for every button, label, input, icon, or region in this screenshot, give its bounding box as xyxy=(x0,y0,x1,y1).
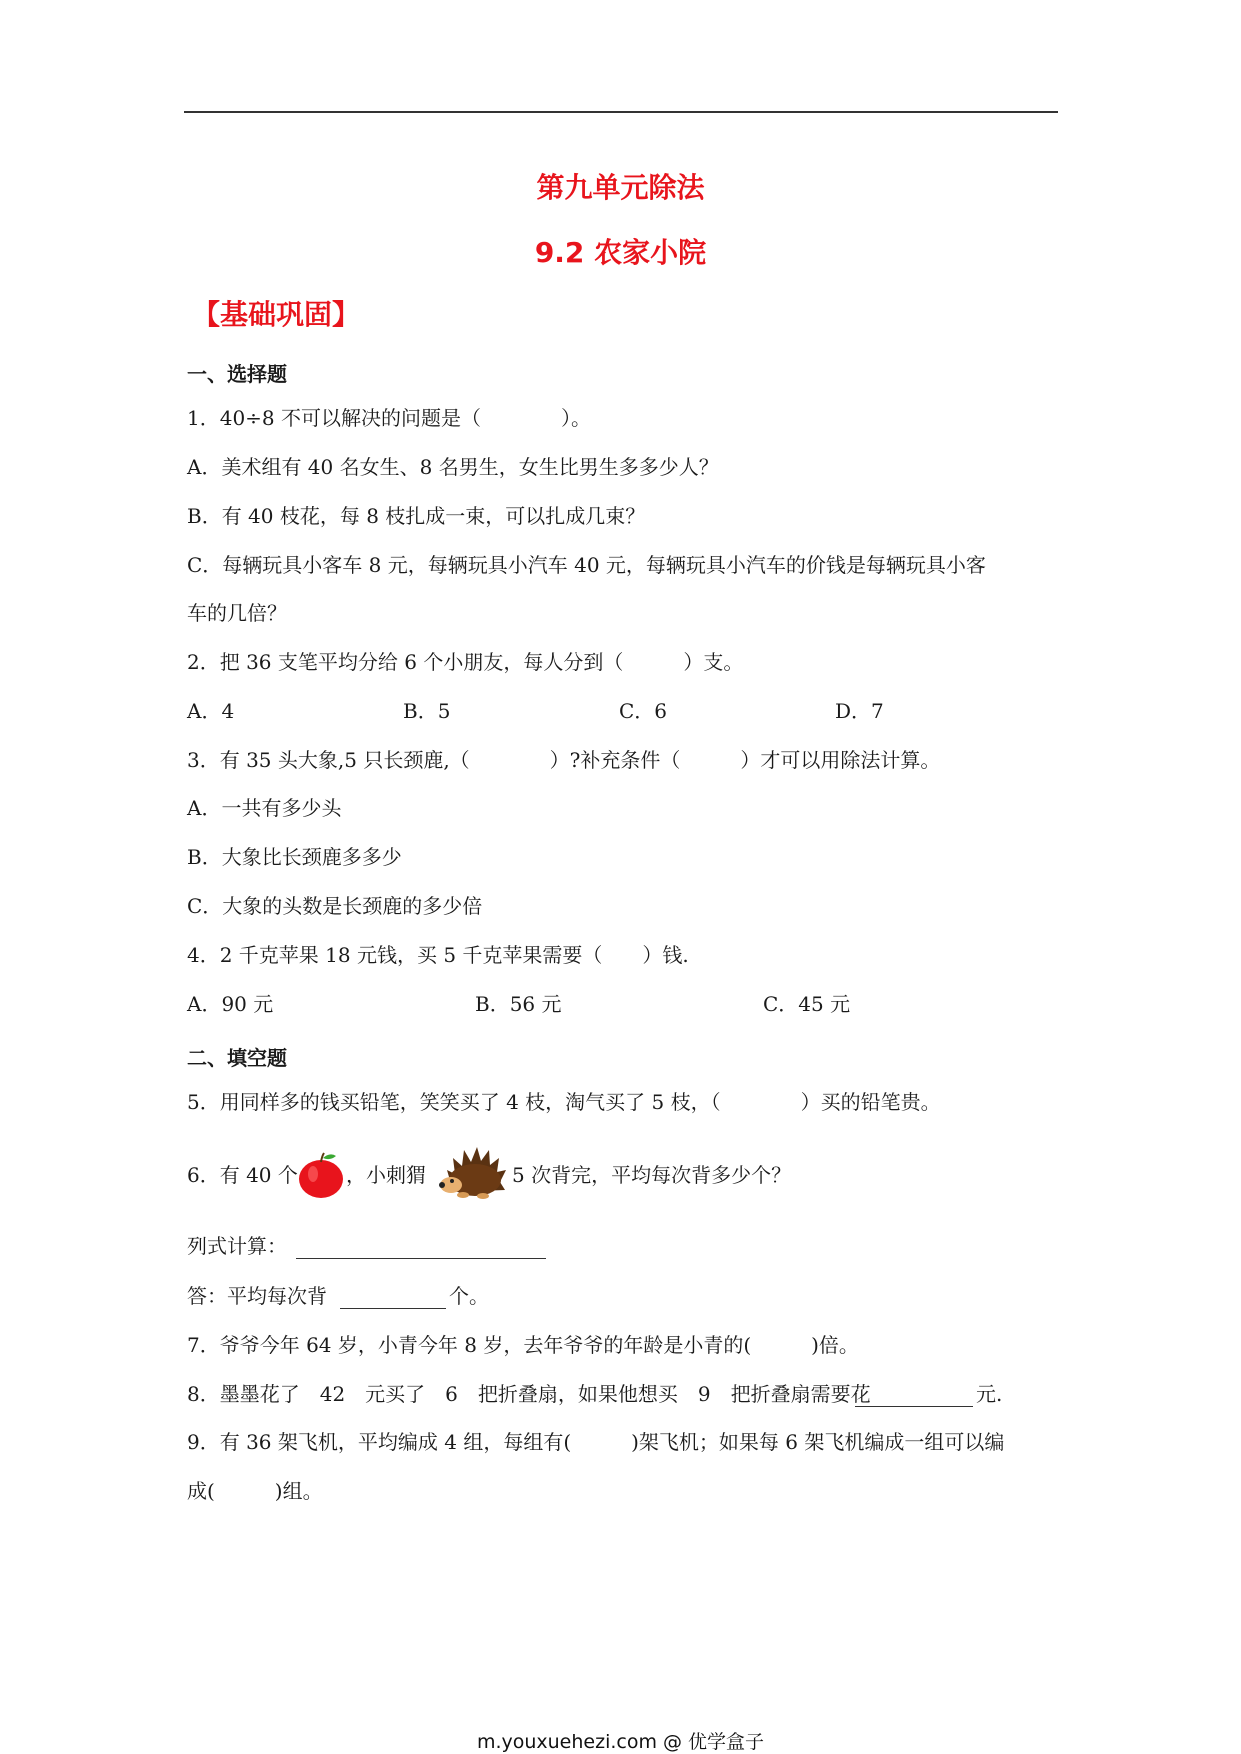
q6-answer-unit: 个。 xyxy=(449,1284,489,1308)
q4-option-a: A．90 元 xyxy=(187,992,274,1016)
q4-option-c: C．45 元 xyxy=(763,992,851,1016)
lesson-title: 9.2 农家小院 xyxy=(534,236,707,269)
apple-icon xyxy=(296,1150,346,1200)
footer-watermark: m.youxuehezi.com @ 优学盒子 xyxy=(476,1731,765,1753)
q2-option-a: A．4 xyxy=(187,699,235,723)
q3-stem: 3．有 35 头大象,5 只长颈鹿,（ ）?补充条件（ ）才可以用除法计算。 xyxy=(187,748,941,772)
q1-stem: 1．40÷8 不可以解决的问题是（ ）。 xyxy=(187,406,592,430)
q6-answer-label: 答：平均每次背 xyxy=(187,1284,327,1308)
q1-option-a: A．美术组有 40 名女生、8 名男生，女生比男生多多少人？ xyxy=(187,455,719,479)
hedgehog-icon xyxy=(437,1140,509,1202)
q2-option-d: D．7 xyxy=(835,699,884,723)
section-label: 【基础巩固】 xyxy=(192,298,361,331)
q6-text-3: 5 次背完，平均每次背多少个？ xyxy=(512,1163,792,1187)
q2-option-b: B．5 xyxy=(403,699,451,723)
q1-option-c: C．每辆玩具小客车 8 元，每辆玩具小汽车 40 元，每辆玩具小汽车的价钱是每辆玩具小客 xyxy=(187,553,986,577)
q5-text: 5．用同样多的钱买铅笔，笑笑买了 4 枝，淘气买了 5 枝，（ ）买的铅笔贵。 xyxy=(187,1090,941,1114)
q9-line-1: 9．有 36 架飞机，平均编成 4 组，每组有( )架飞机；如果每 6 架飞机编成一组可以编 xyxy=(187,1430,1005,1454)
q2-stem: 2．把 36 支笔平均分给 6 个小朋友，每人分到（ ）支。 xyxy=(187,650,744,674)
unit-title: 第九单元除法 xyxy=(536,171,705,204)
q9-line-2: 成( )组。 xyxy=(187,1479,323,1503)
q6-answer-blank xyxy=(340,1290,446,1309)
q3-option-b: B．大象比长颈鹿多多少 xyxy=(187,845,402,869)
q6-text-1: 6．有 40 个 xyxy=(187,1163,298,1187)
q4-stem: 4．2 千克苹果 18 元钱，买 5 千克苹果需要（ ）钱. xyxy=(187,943,689,967)
q7-text: 7．爷爷今年 64 岁，小青今年 8 岁，去年爷爷的年龄是小青的( )倍。 xyxy=(187,1333,859,1357)
q1-option-c-cont: 车的几倍？ xyxy=(187,601,287,625)
q4-option-b: B．56 元 xyxy=(475,992,562,1016)
q2-option-c: C．6 xyxy=(619,699,668,723)
q6-calc-label: 列式计算： xyxy=(187,1234,287,1258)
top-rule xyxy=(184,111,1058,113)
q1-option-b: B．有 40 枝花，每 8 枝扎成一束，可以扎成几束？ xyxy=(187,504,646,528)
q3-option-a: A．一共有多少头 xyxy=(187,796,342,820)
q8-blank xyxy=(855,1388,973,1407)
q6-text-2: ，小刺猬 xyxy=(346,1163,426,1187)
fill-heading: 二、填空题 xyxy=(187,1046,287,1070)
choice-heading: 一、选择题 xyxy=(187,362,287,386)
q8-text: 8．墨墨花了 42 元买了 6 把折叠扇，如果他想买 9 把折叠扇需要花 xyxy=(187,1382,871,1406)
q8-unit: 元. xyxy=(976,1382,1003,1406)
q6-calc-blank xyxy=(296,1240,546,1259)
q3-option-c: C．大象的头数是长颈鹿的多少倍 xyxy=(187,894,483,918)
